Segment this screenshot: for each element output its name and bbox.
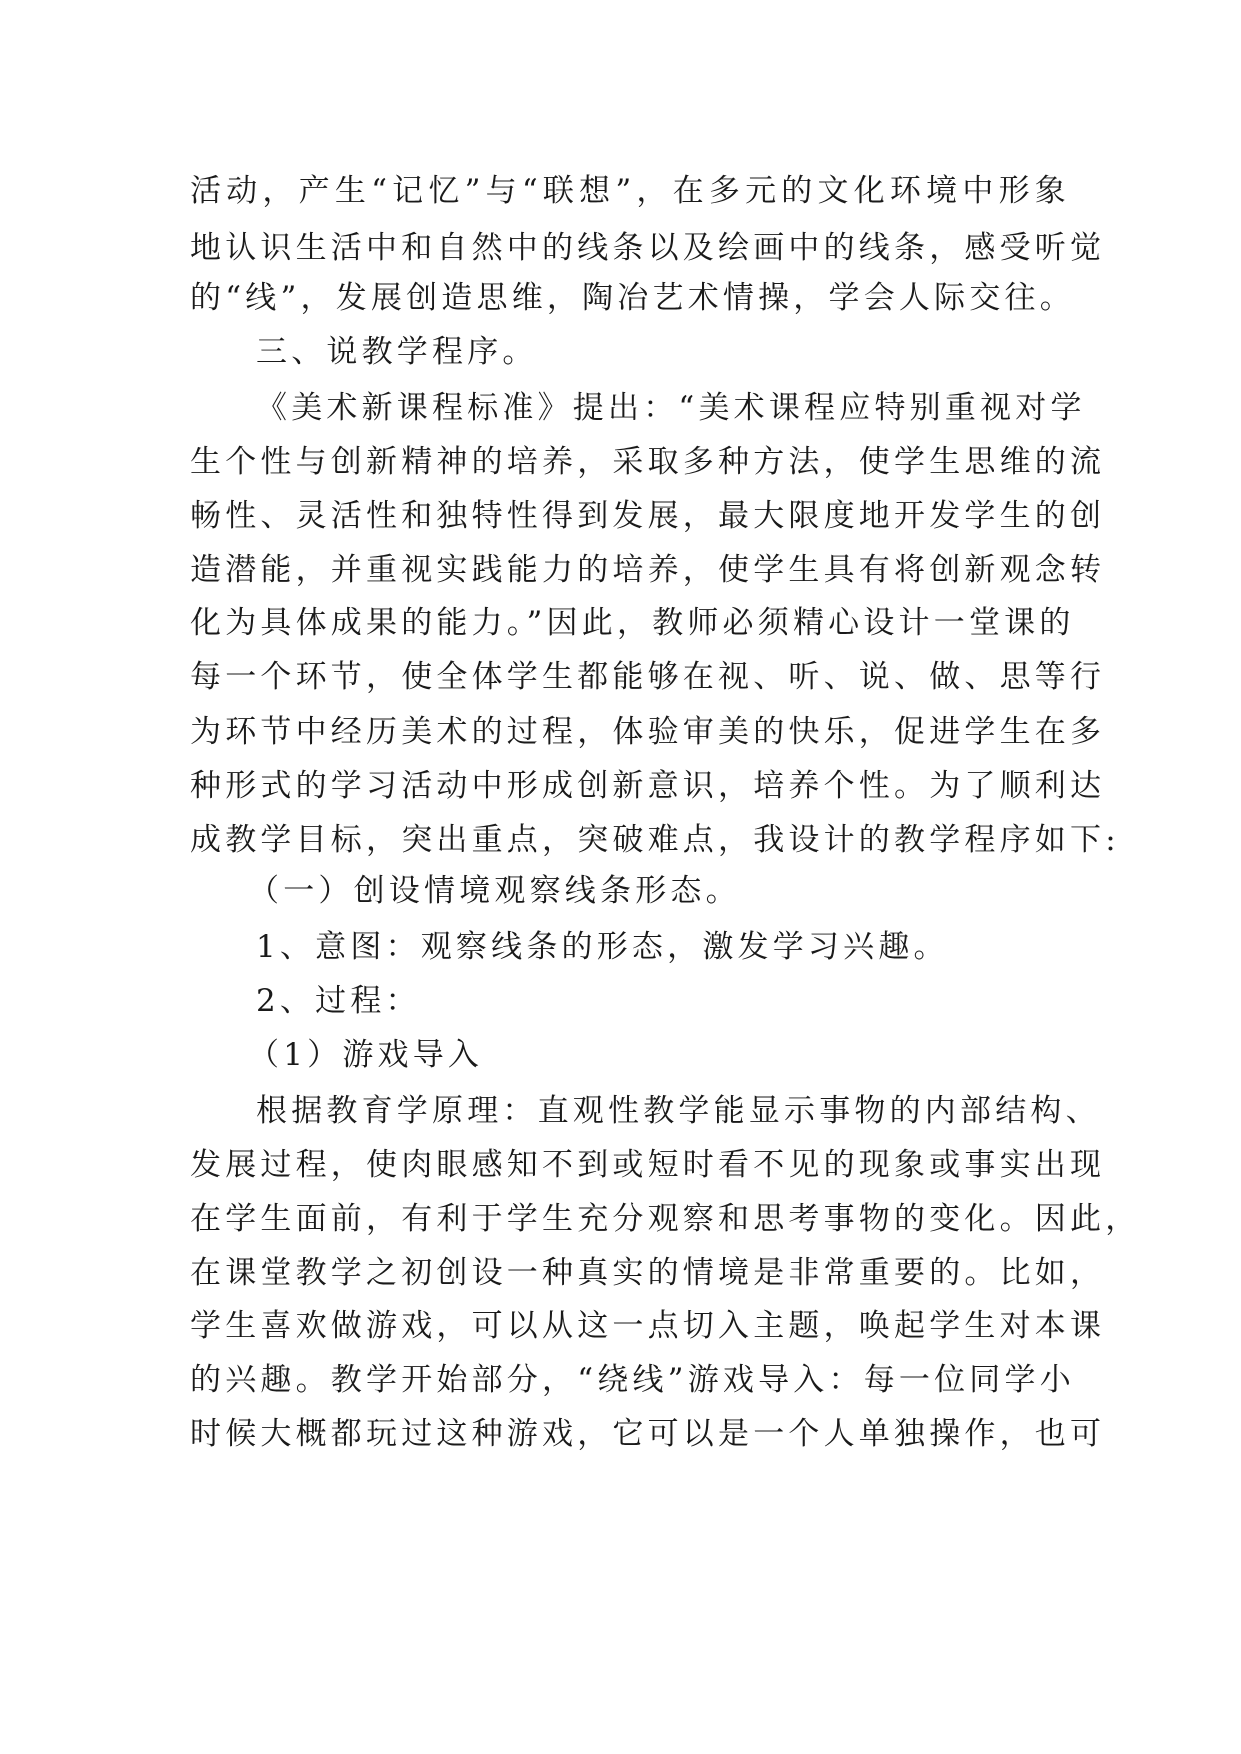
paragraph-line: 根据教育学原理：直观性教学能显示事物的内部结构、	[256, 1093, 1101, 1129]
paragraph-line: 《美术新课程标准》提出：“美术课程应特别重视对学	[256, 390, 1086, 426]
paragraph-line: 化为具体成果的能力。”因此，教师必须精心设计一堂课的	[190, 605, 1075, 641]
subsection-heading: （一）创设情境观察线条形态。	[248, 873, 741, 909]
section-heading: 三、说教学程序。	[256, 334, 538, 370]
paragraph-line: 的“线”，发展创造思维，陶冶艺术情操，学会人际交往。	[190, 280, 1075, 316]
paragraph-line: 为环节中经历美术的过程，体验审美的快乐，促进学生在多	[190, 714, 1106, 750]
paragraph-line: 活动，产生“记忆”与“联想”，在多元的文化环境中形象	[190, 173, 1070, 209]
paragraph-line: 生个性与创新精神的培养，采取多种方法，使学生思维的流	[190, 444, 1106, 480]
list-item: 2、过程：	[256, 983, 421, 1019]
paragraph-line: 每一个环节，使全体学生都能够在视、听、说、做、思等行	[190, 659, 1106, 695]
paragraph-line: 在学生面前，有利于学生充分观察和思考事物的变化。因此，	[190, 1201, 1141, 1237]
paragraph-line: 造潜能，并重视实践能力的培养，使学生具有将创新观念转	[190, 552, 1106, 588]
list-item: 1、意图：观察线条的形态，激发学习兴趣。	[256, 929, 949, 965]
paragraph-line: 学生喜欢做游戏，可以从这一点切入主题，唤起学生对本课	[190, 1308, 1106, 1344]
paragraph-line: 发展过程，使肉眼感知不到或短时看不见的现象或事实出现	[190, 1147, 1106, 1183]
paragraph-line: 畅性、灵活性和独特性得到发展，最大限度地开发学生的创	[190, 498, 1106, 534]
paragraph-line: 时候大概都玩过这种游戏，它可以是一个人单独操作，也可	[190, 1416, 1106, 1452]
paragraph-line: 在课堂教学之初创设一种真实的情境是非常重要的。比如，	[190, 1255, 1106, 1291]
paragraph-line: 种形式的学习活动中形成创新意识，培养个性。为了顺利达	[190, 768, 1106, 804]
paragraph-line: 的兴趣。教学开始部分，“绕线”游戏导入：每一位同学小	[190, 1362, 1075, 1398]
paragraph-line: 成教学目标，突出重点，突破难点，我设计的教学程序如下:	[190, 822, 1120, 858]
subsection-heading: （1）游戏导入	[248, 1037, 484, 1073]
paragraph-line: 地认识生活中和自然中的线条以及绘画中的线条，感受听觉	[190, 230, 1106, 266]
